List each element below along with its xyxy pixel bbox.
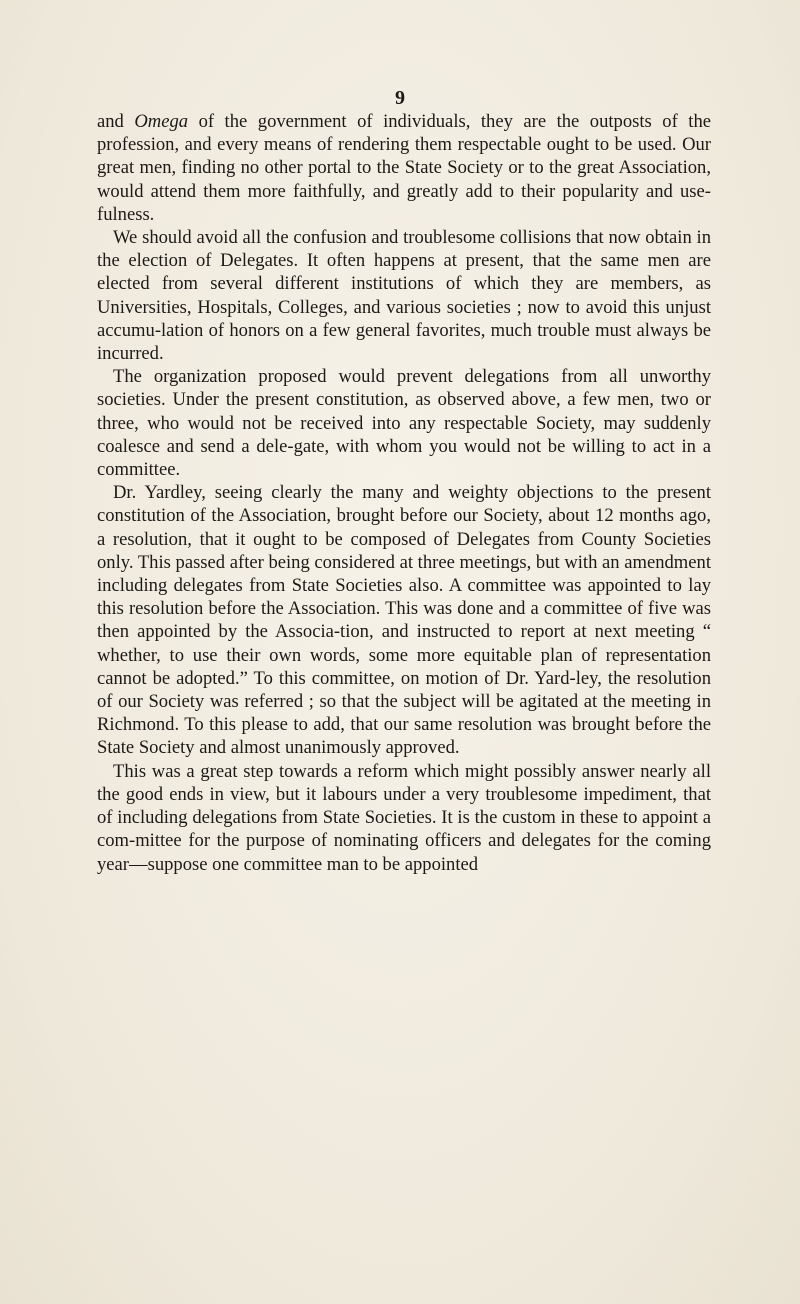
page-number: 9 bbox=[395, 87, 405, 109]
paragraph-3: The organization proposed would prevent delegations from all unworthy societies. Under the present constitution, as observed above, a few men, two or three, who would not be received into any respectable Society, may suddenly coalesce and send a dele-gate, with whom you would not be willing to act in a committee. bbox=[97, 366, 711, 481]
body-text bbox=[97, 110, 711, 876]
paragraph-1-italic: Omega bbox=[134, 111, 189, 132]
paragraph-4: Dr. Yardley, seeing clearly the many and weighty objections to the present constitution of the Association, brought before our Society, about 12 months ago, a resolution, that it ought to be composed of Delegates from County Societies only. This passed after being considered at three meetings, but with an amendment including delegates from State Societies also. A committee was appointed to lay this resolution before the Association. This was done and a committee of five was then appointed by the Associa-tion, and instructed to report at next meeting “ whether, to use their own words, some more equitable plan of representation cannot be adopted.” To this committee, on motion of Dr. Yard-ley, the resolution of our Society was referred ; so that the subject will be agitated at the meeting in Richmond. To this please to add, that our same resolution was brought before the State Society and almost unanimously approved. bbox=[97, 482, 711, 759]
paragraph-5: This was a great step towards a reform which might possibly answer nearly all the good ends in view, but it labours under a very troublesome impediment, that of including delegations from State Societies. It is the custom in these to appoint a com-mittee for the purpose of nominating officers and delegates for the coming year—suppose one committee man to be appointed bbox=[97, 760, 711, 875]
paragraph-1 bbox=[97, 110, 711, 226]
paragraph-1-lead: and bbox=[97, 111, 135, 132]
paragraph-2: We should avoid all the confusion and troublesome collisions that now obtain in the election of Delegates. It often happens at present, that the same men are elected from several different institutions of which they are members, as Universities, Hospitals, Colleges, and various societies ; now to avoid this unjust accumu-lation of honors on a few general favorites, much trouble must always be incurred. bbox=[97, 227, 711, 365]
paragraph-1-text: of the government of individuals, they are the outposts of the profession, and every means of rendering them respectable ought to be used. Our great men, finding no other portal to the State Society or to the great Association, would attend them more faithfully, and greatly add to their popularity and use-fulness. bbox=[97, 111, 712, 225]
